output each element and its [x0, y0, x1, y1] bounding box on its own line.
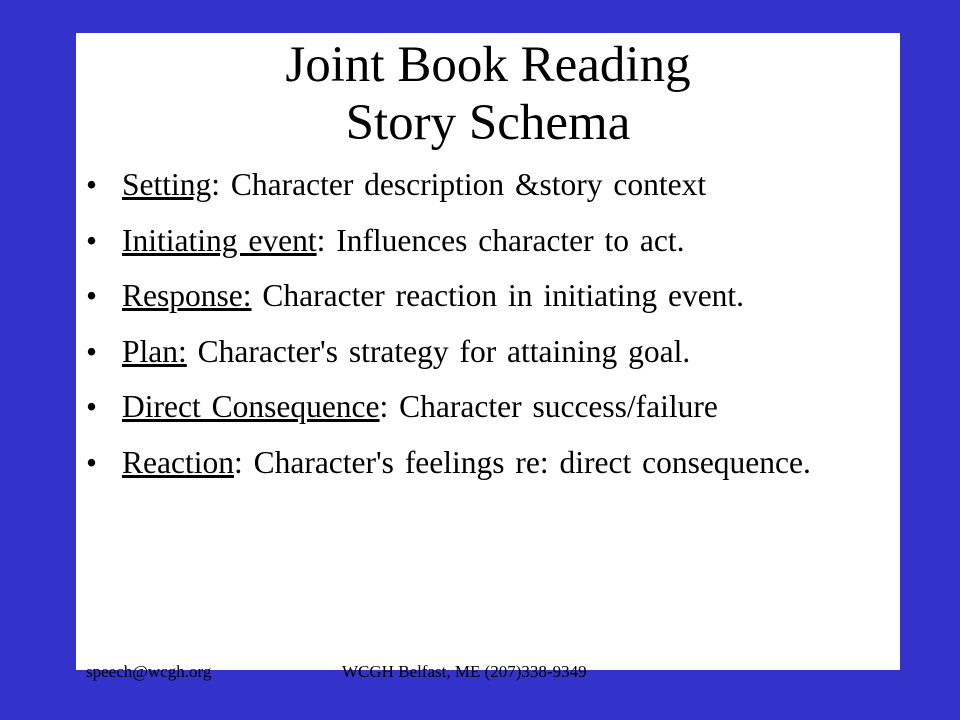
title-line-2: Story Schema — [345, 95, 631, 151]
footer-organization: WCGH Belfast, ME (207)338-9349 — [342, 662, 587, 681]
bullet-item-response — [86, 275, 876, 317]
bullet-item-setting — [86, 164, 876, 206]
bullet-text: : Character success/failure — [379, 389, 718, 424]
bullet-text: Character reaction in initiating event. — [251, 278, 745, 313]
bullet-text: : Influences character to act. — [316, 222, 685, 258]
bullet-text: : Character description &story context — [211, 167, 707, 202]
bullet-term: Initiating event — [122, 222, 317, 258]
bullet-term: Plan: — [122, 333, 187, 369]
bullet-term: Setting — [122, 167, 212, 202]
bullet-item-reaction — [86, 442, 876, 484]
bullet-icon: • — [86, 222, 98, 258]
bullet-item-initiating-event — [86, 220, 876, 262]
bullet-icon: • — [86, 278, 98, 313]
bullet-term: Direct Consequence — [122, 389, 380, 424]
bullet-text: : Character's feelings re: direct consequence. — [233, 444, 811, 480]
bullet-item-plan — [86, 331, 876, 373]
bullet-icon: • — [86, 167, 98, 202]
bullet-list — [86, 164, 876, 497]
bullet-term: Reaction — [122, 444, 234, 480]
bullet-text: Character's strategy for attaining goal. — [186, 333, 691, 369]
bullet-icon: • — [86, 389, 98, 424]
bullet-icon: • — [86, 444, 98, 480]
slide-title — [76, 36, 900, 152]
title-line-1: Joint Book Reading — [285, 37, 691, 93]
bullet-term: Response: — [122, 278, 252, 313]
bullet-item-direct-consequence — [86, 386, 876, 428]
bullet-icon: • — [86, 333, 98, 369]
footer-email: speech@wcgh.org — [86, 662, 212, 681]
